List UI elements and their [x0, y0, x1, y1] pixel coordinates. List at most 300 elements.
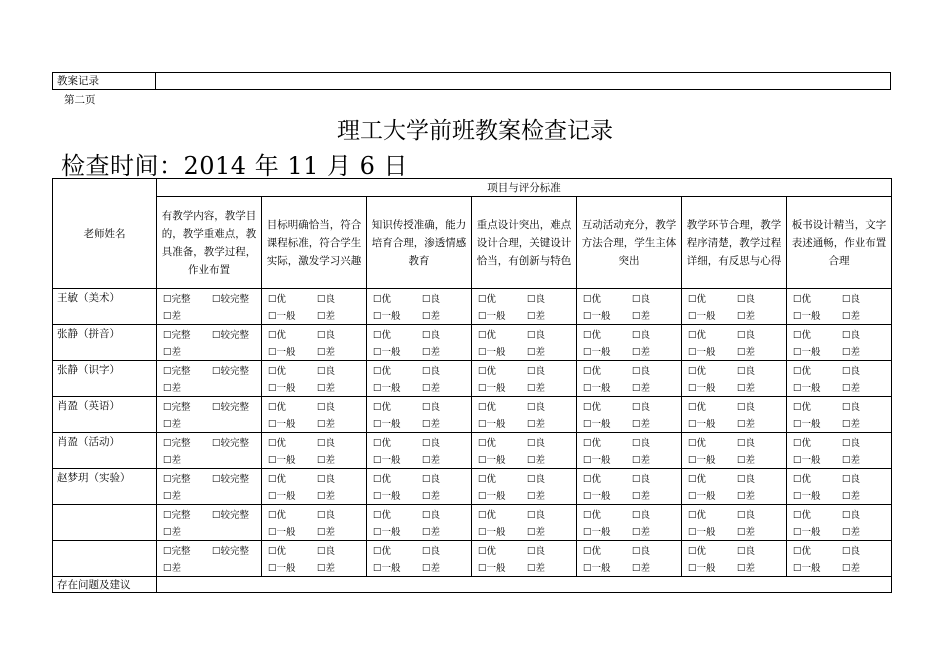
checkbox-good[interactable]: ☐良 — [422, 438, 441, 449]
checkbox-poor[interactable]: ☐差 — [842, 311, 861, 322]
completeness-cell — [157, 505, 262, 541]
checkbox-excellent[interactable]: ☐优 — [268, 402, 287, 413]
rating-cell — [682, 289, 787, 325]
checkbox-good[interactable]: ☐良 — [317, 546, 336, 557]
checkbox-excellent[interactable]: ☐优 — [793, 546, 812, 557]
checkbox-excellent[interactable]: ☐优 — [478, 510, 497, 521]
checkbox-good[interactable]: ☐良 — [632, 438, 651, 449]
checkbox-poor[interactable]: ☐差 — [842, 383, 861, 394]
checkbox-good[interactable]: ☐良 — [527, 474, 546, 485]
table-row — [53, 505, 892, 541]
checkbox-good[interactable]: ☐良 — [737, 330, 756, 341]
checkbox-poor[interactable]: ☐差 — [842, 347, 861, 358]
checkbox-poor[interactable]: ☐差 — [842, 455, 861, 466]
checkbox-excellent[interactable]: ☐优 — [478, 438, 497, 449]
teacher-name-header: 老师姓名 — [53, 179, 157, 289]
checkbox-good[interactable]: ☐良 — [632, 546, 651, 557]
checkbox-poor[interactable]: ☐差 — [737, 347, 756, 358]
rating-cell — [577, 433, 682, 469]
checkbox-poor[interactable]: ☐差 — [317, 419, 336, 430]
rating-cell — [472, 541, 577, 577]
rating-cell — [367, 289, 472, 325]
checkbox-poor[interactable]: ☐差 — [422, 455, 441, 466]
checkbox-fairly-complete[interactable]: ☐较完整 — [212, 510, 250, 521]
page-label: 第二页 — [64, 94, 96, 106]
teacher-name: 王敏（美术） — [53, 289, 157, 325]
checkbox-average[interactable]: ☐一般 — [373, 383, 401, 394]
rating-cell — [787, 361, 892, 397]
checkbox-good[interactable]: ☐良 — [317, 330, 336, 341]
checkbox-complete[interactable]: ☐完整 — [163, 402, 191, 413]
checkbox-poor[interactable]: ☐差 — [842, 419, 861, 430]
checkbox-excellent[interactable]: ☐优 — [793, 474, 812, 485]
checkbox-good[interactable]: ☐良 — [632, 474, 651, 485]
checkbox-poor[interactable]: ☐差 — [422, 419, 441, 430]
checkbox-excellent[interactable]: ☐优 — [478, 546, 497, 557]
checkbox-poor[interactable]: ☐差 — [422, 563, 441, 574]
rating-cell — [472, 289, 577, 325]
table-row — [53, 397, 892, 433]
checkbox-excellent[interactable]: ☐优 — [583, 294, 602, 305]
checkbox-average[interactable]: ☐一般 — [478, 419, 506, 430]
checkbox-average[interactable]: ☐一般 — [268, 455, 296, 466]
checkbox-good[interactable]: ☐良 — [737, 294, 756, 305]
checkbox-poor[interactable]: ☐差 — [527, 563, 546, 574]
rating-cell — [787, 397, 892, 433]
checkbox-average[interactable]: ☐一般 — [268, 563, 296, 574]
checkbox-good[interactable]: ☐良 — [632, 330, 651, 341]
checkbox-average[interactable]: ☐一般 — [373, 527, 401, 538]
checkbox-good[interactable]: ☐良 — [842, 546, 861, 557]
checkbox-fairly-complete[interactable]: ☐较完整 — [212, 366, 250, 377]
rating-cell — [682, 361, 787, 397]
checkbox-poor[interactable]: ☐差 — [842, 491, 861, 502]
checkbox-poor[interactable]: ☐差 — [317, 455, 336, 466]
checkbox-good[interactable]: ☐良 — [422, 546, 441, 557]
checkbox-excellent[interactable]: ☐优 — [478, 330, 497, 341]
checkbox-poor[interactable]: ☐差 — [422, 527, 441, 538]
criteria-group-header: 项目与评分标准 — [157, 179, 892, 197]
checkbox-excellent[interactable]: ☐优 — [688, 402, 707, 413]
checkbox-good[interactable]: ☐良 — [422, 474, 441, 485]
checkbox-fairly-complete[interactable]: ☐较完整 — [212, 546, 250, 557]
checkbox-average[interactable]: ☐一般 — [373, 491, 401, 502]
checkbox-good[interactable]: ☐良 — [317, 474, 336, 485]
rating-cell — [262, 361, 367, 397]
checkbox-average[interactable]: ☐一般 — [268, 419, 296, 430]
rating-cell — [262, 433, 367, 469]
teacher-name: 张静（识字） — [53, 361, 157, 397]
checkbox-good[interactable]: ☐良 — [317, 294, 336, 305]
checkbox-excellent[interactable]: ☐优 — [373, 438, 392, 449]
checkbox-excellent[interactable]: ☐优 — [268, 366, 287, 377]
checkbox-excellent[interactable]: ☐优 — [373, 474, 392, 485]
checkbox-excellent[interactable]: ☐优 — [373, 330, 392, 341]
teacher-name: 肖盈（英语） — [53, 397, 157, 433]
checkbox-poor[interactable]: ☐差 — [527, 383, 546, 394]
checkbox-poor[interactable]: ☐差 — [163, 563, 182, 574]
checkbox-fairly-complete[interactable]: ☐较完整 — [212, 438, 250, 449]
completeness-cell — [157, 397, 262, 433]
checkbox-poor[interactable]: ☐差 — [737, 311, 756, 322]
checkbox-average[interactable]: ☐一般 — [478, 383, 506, 394]
checkbox-poor[interactable]: ☐差 — [632, 455, 651, 466]
checkbox-poor[interactable]: ☐差 — [737, 419, 756, 430]
checkbox-average[interactable]: ☐一般 — [478, 311, 506, 322]
checkbox-excellent[interactable]: ☐优 — [688, 474, 707, 485]
checkbox-excellent[interactable]: ☐优 — [793, 510, 812, 521]
checkbox-excellent[interactable]: ☐优 — [583, 402, 602, 413]
checkbox-average[interactable]: ☐一般 — [268, 383, 296, 394]
checkbox-excellent[interactable]: ☐优 — [373, 294, 392, 305]
checkbox-good[interactable]: ☐良 — [527, 330, 546, 341]
checkbox-average[interactable]: ☐一般 — [688, 419, 716, 430]
checkbox-excellent[interactable]: ☐优 — [373, 510, 392, 521]
rating-cell — [682, 325, 787, 361]
teacher-name — [53, 505, 157, 541]
checkbox-average[interactable]: ☐一般 — [793, 491, 821, 502]
checkbox-poor[interactable]: ☐差 — [317, 311, 336, 322]
checkbox-average[interactable]: ☐一般 — [478, 527, 506, 538]
checkbox-poor[interactable]: ☐差 — [527, 455, 546, 466]
checkbox-poor[interactable]: ☐差 — [737, 383, 756, 394]
checkbox-poor[interactable]: ☐差 — [527, 347, 546, 358]
checkbox-poor[interactable]: ☐差 — [842, 527, 861, 538]
checkbox-fairly-complete[interactable]: ☐较完整 — [212, 330, 250, 341]
checkbox-excellent[interactable]: ☐优 — [268, 510, 287, 521]
checkbox-average[interactable]: ☐一般 — [373, 419, 401, 430]
checkbox-good[interactable]: ☐良 — [842, 402, 861, 413]
rating-cell — [262, 505, 367, 541]
checkbox-good[interactable]: ☐良 — [737, 438, 756, 449]
checkbox-poor[interactable]: ☐差 — [632, 563, 651, 574]
checkbox-average[interactable]: ☐一般 — [268, 527, 296, 538]
checkbox-good[interactable]: ☐良 — [422, 510, 441, 521]
checkbox-average[interactable]: ☐一般 — [793, 383, 821, 394]
criterion-header-5: 互动活动充分，教学方法合理，学生主体突出 — [577, 197, 682, 289]
checkbox-average[interactable]: ☐一般 — [478, 455, 506, 466]
checkbox-poor[interactable]: ☐差 — [632, 491, 651, 502]
checkbox-average[interactable]: ☐一般 — [268, 491, 296, 502]
checkbox-complete[interactable]: ☐完整 — [163, 546, 191, 557]
checkbox-good[interactable]: ☐良 — [737, 366, 756, 377]
checkbox-excellent[interactable]: ☐优 — [583, 474, 602, 485]
checkbox-poor[interactable]: ☐差 — [842, 563, 861, 574]
checkbox-poor[interactable]: ☐差 — [317, 383, 336, 394]
table-row — [53, 469, 892, 505]
checkbox-good[interactable]: ☐良 — [317, 438, 336, 449]
checkbox-poor[interactable]: ☐差 — [317, 491, 336, 502]
checkbox-poor[interactable]: ☐差 — [163, 383, 182, 394]
checkbox-average[interactable]: ☐一般 — [793, 347, 821, 358]
checkbox-average[interactable]: ☐一般 — [793, 419, 821, 430]
checkbox-poor[interactable]: ☐差 — [737, 491, 756, 502]
checkbox-average[interactable]: ☐一般 — [583, 383, 611, 394]
rating-cell — [472, 397, 577, 433]
rating-cell — [787, 505, 892, 541]
issues-label: 存在问题及建议 — [53, 577, 157, 593]
checkbox-excellent[interactable]: ☐优 — [583, 438, 602, 449]
checkbox-average[interactable]: ☐一般 — [373, 347, 401, 358]
checkbox-good[interactable]: ☐良 — [527, 510, 546, 521]
checkbox-average[interactable]: ☐一般 — [583, 311, 611, 322]
checkbox-excellent[interactable]: ☐优 — [268, 474, 287, 485]
checkbox-fairly-complete[interactable]: ☐较完整 — [212, 294, 250, 305]
checkbox-good[interactable]: ☐良 — [737, 402, 756, 413]
checkbox-good[interactable]: ☐良 — [527, 438, 546, 449]
checkbox-average[interactable]: ☐一般 — [793, 455, 821, 466]
checkbox-excellent[interactable]: ☐优 — [688, 294, 707, 305]
checkbox-excellent[interactable]: ☐优 — [268, 438, 287, 449]
checkbox-poor[interactable]: ☐差 — [527, 419, 546, 430]
checkbox-average[interactable]: ☐一般 — [478, 491, 506, 502]
checkbox-complete[interactable]: ☐完整 — [163, 438, 191, 449]
checkbox-complete[interactable]: ☐完整 — [163, 294, 191, 305]
checkbox-poor[interactable]: ☐差 — [163, 311, 182, 322]
checkbox-average[interactable]: ☐一般 — [583, 527, 611, 538]
checkbox-average[interactable]: ☐一般 — [793, 311, 821, 322]
rating-cell — [367, 361, 472, 397]
rating-cell — [577, 397, 682, 433]
checkbox-good[interactable]: ☐良 — [842, 330, 861, 341]
checkbox-average[interactable]: ☐一般 — [688, 491, 716, 502]
rating-cell — [367, 541, 472, 577]
criterion-header-2: 目标明确恰当，符合课程标准，符合学生实际，激发学习兴趣 — [262, 197, 367, 289]
checkbox-good[interactable]: ☐良 — [842, 366, 861, 377]
checkbox-excellent[interactable]: ☐优 — [688, 510, 707, 521]
rating-cell — [577, 289, 682, 325]
completeness-cell — [157, 541, 262, 577]
checkbox-good[interactable]: ☐良 — [317, 366, 336, 377]
checkbox-good[interactable]: ☐良 — [317, 402, 336, 413]
checkbox-good[interactable]: ☐良 — [422, 294, 441, 305]
rating-cell — [682, 397, 787, 433]
checkbox-complete[interactable]: ☐完整 — [163, 366, 191, 377]
checkbox-good[interactable]: ☐良 — [527, 402, 546, 413]
criterion-header-4: 重点设计突出，难点设计合理，关键设计恰当，有创新与特色 — [472, 197, 577, 289]
checkbox-average[interactable]: ☐一般 — [688, 311, 716, 322]
rating-cell — [577, 541, 682, 577]
rating-cell — [262, 325, 367, 361]
rating-cell — [262, 541, 367, 577]
checkbox-poor[interactable]: ☐差 — [527, 491, 546, 502]
checkbox-average[interactable]: ☐一般 — [268, 311, 296, 322]
checkbox-excellent[interactable]: ☐优 — [478, 402, 497, 413]
teacher-name — [53, 541, 157, 577]
checkbox-excellent[interactable]: ☐优 — [373, 366, 392, 377]
checkbox-average[interactable]: ☐一般 — [478, 347, 506, 358]
checkbox-poor[interactable]: ☐差 — [163, 455, 182, 466]
rating-cell — [577, 505, 682, 541]
checkbox-poor[interactable]: ☐差 — [422, 347, 441, 358]
checkbox-average[interactable]: ☐一般 — [478, 563, 506, 574]
checkbox-average[interactable]: ☐一般 — [583, 563, 611, 574]
checkbox-excellent[interactable]: ☐优 — [583, 366, 602, 377]
rating-cell — [367, 325, 472, 361]
completeness-cell — [157, 361, 262, 397]
rating-cell — [367, 505, 472, 541]
checkbox-poor[interactable]: ☐差 — [163, 491, 182, 502]
checkbox-good[interactable]: ☐良 — [842, 510, 861, 521]
checkbox-excellent[interactable]: ☐优 — [373, 402, 392, 413]
checkbox-poor[interactable]: ☐差 — [317, 347, 336, 358]
rating-cell — [577, 469, 682, 505]
checkbox-average[interactable]: ☐一般 — [583, 491, 611, 502]
rating-cell — [472, 505, 577, 541]
criterion-header-3: 知识传授准确，能力培育合理，渗透情感教育 — [367, 197, 472, 289]
checkbox-good[interactable]: ☐良 — [527, 294, 546, 305]
checkbox-good[interactable]: ☐良 — [737, 546, 756, 557]
checkbox-poor[interactable]: ☐差 — [422, 383, 441, 394]
checkbox-excellent[interactable]: ☐优 — [478, 474, 497, 485]
checkbox-poor[interactable]: ☐差 — [632, 419, 651, 430]
checkbox-excellent[interactable]: ☐优 — [268, 294, 287, 305]
checkbox-good[interactable]: ☐良 — [422, 402, 441, 413]
rating-cell — [787, 541, 892, 577]
checkbox-complete[interactable]: ☐完整 — [163, 330, 191, 341]
rating-cell — [262, 397, 367, 433]
checkbox-average[interactable]: ☐一般 — [688, 347, 716, 358]
rating-cell — [787, 289, 892, 325]
table-row — [53, 361, 892, 397]
rating-cell — [787, 325, 892, 361]
rating-cell — [472, 433, 577, 469]
checkbox-poor[interactable]: ☐差 — [422, 491, 441, 502]
checkbox-complete[interactable]: ☐完整 — [163, 510, 191, 521]
rating-cell — [472, 469, 577, 505]
checkbox-good[interactable]: ☐良 — [317, 510, 336, 521]
document-title: 理工大学前班教案检查记录 — [337, 118, 613, 144]
checkbox-poor[interactable]: ☐差 — [422, 311, 441, 322]
inspection-table — [52, 178, 892, 593]
checkbox-average[interactable]: ☐一般 — [583, 347, 611, 358]
checkbox-poor[interactable]: ☐差 — [632, 383, 651, 394]
table-row — [53, 433, 892, 469]
checkbox-excellent[interactable]: ☐优 — [268, 546, 287, 557]
checkbox-poor[interactable]: ☐差 — [163, 527, 182, 538]
teacher-name: 赵梦玥（实验） — [53, 469, 157, 505]
criterion-header-7: 板书设计精当，文字表述通畅，作业布置合理 — [787, 197, 892, 289]
checkbox-poor[interactable]: ☐差 — [632, 311, 651, 322]
checkbox-poor[interactable]: ☐差 — [737, 455, 756, 466]
checkbox-good[interactable]: ☐良 — [737, 474, 756, 485]
checkbox-excellent[interactable]: ☐优 — [793, 402, 812, 413]
checkbox-poor[interactable]: ☐差 — [632, 527, 651, 538]
checkbox-average[interactable]: ☐一般 — [583, 419, 611, 430]
checkbox-average[interactable]: ☐一般 — [268, 347, 296, 358]
checkbox-good[interactable]: ☐良 — [422, 330, 441, 341]
completeness-cell — [157, 289, 262, 325]
issues-row — [53, 577, 892, 593]
checkbox-good[interactable]: ☐良 — [842, 474, 861, 485]
checkbox-average[interactable]: ☐一般 — [688, 527, 716, 538]
checkbox-excellent[interactable]: ☐优 — [373, 546, 392, 557]
record-label: 教案记录 — [53, 73, 156, 89]
checkbox-excellent[interactable]: ☐优 — [793, 330, 812, 341]
checkbox-poor[interactable]: ☐差 — [317, 563, 336, 574]
table-row — [53, 541, 892, 577]
checkbox-average[interactable]: ☐一般 — [583, 455, 611, 466]
checkbox-poor[interactable]: ☐差 — [737, 527, 756, 538]
checkbox-good[interactable]: ☐良 — [422, 366, 441, 377]
checkbox-average[interactable]: ☐一般 — [373, 455, 401, 466]
rating-cell — [787, 433, 892, 469]
teacher-name: 肖盈（活动） — [53, 433, 157, 469]
checkbox-good[interactable]: ☐良 — [632, 294, 651, 305]
rating-cell — [577, 325, 682, 361]
checkbox-good[interactable]: ☐良 — [842, 438, 861, 449]
checkbox-excellent[interactable]: ☐优 — [793, 294, 812, 305]
checkbox-poor[interactable]: ☐差 — [527, 311, 546, 322]
checkbox-excellent[interactable]: ☐优 — [688, 546, 707, 557]
checkbox-good[interactable]: ☐良 — [527, 546, 546, 557]
table-row — [53, 325, 892, 361]
issues-field[interactable] — [157, 577, 892, 593]
rating-cell — [787, 469, 892, 505]
checkbox-good[interactable]: ☐良 — [632, 402, 651, 413]
checkbox-excellent[interactable]: ☐优 — [583, 546, 602, 557]
checkbox-average[interactable]: ☐一般 — [688, 563, 716, 574]
record-header-table — [52, 72, 891, 90]
checkbox-excellent[interactable]: ☐优 — [688, 330, 707, 341]
inspection-date: 检查时间：2014 年 11 月 6 日 — [61, 152, 409, 180]
checkbox-excellent[interactable]: ☐优 — [478, 366, 497, 377]
checkbox-good[interactable]: ☐良 — [527, 366, 546, 377]
checkbox-average[interactable]: ☐一般 — [688, 455, 716, 466]
checkbox-excellent[interactable]: ☐优 — [688, 366, 707, 377]
checkbox-excellent[interactable]: ☐优 — [583, 510, 602, 521]
checkbox-excellent[interactable]: ☐优 — [583, 330, 602, 341]
checkbox-good[interactable]: ☐良 — [632, 510, 651, 521]
teacher-name: 张静（拼音） — [53, 325, 157, 361]
rating-cell — [682, 505, 787, 541]
rating-cell — [682, 541, 787, 577]
checkbox-poor[interactable]: ☐差 — [737, 563, 756, 574]
checkbox-average[interactable]: ☐一般 — [793, 563, 821, 574]
checkbox-excellent[interactable]: ☐优 — [268, 330, 287, 341]
checkbox-fairly-complete[interactable]: ☐较完整 — [212, 402, 250, 413]
checkbox-poor[interactable]: ☐差 — [527, 527, 546, 538]
checkbox-excellent[interactable]: ☐优 — [793, 366, 812, 377]
checkbox-poor[interactable]: ☐差 — [163, 419, 182, 430]
checkbox-poor[interactable]: ☐差 — [163, 347, 182, 358]
checkbox-complete[interactable]: ☐完整 — [163, 474, 191, 485]
rating-cell — [367, 469, 472, 505]
checkbox-average[interactable]: ☐一般 — [793, 527, 821, 538]
completeness-cell — [157, 325, 262, 361]
rating-cell — [682, 469, 787, 505]
rating-cell — [262, 469, 367, 505]
checkbox-good[interactable]: ☐良 — [632, 366, 651, 377]
checkbox-excellent[interactable]: ☐优 — [688, 438, 707, 449]
checkbox-good[interactable]: ☐良 — [842, 294, 861, 305]
checkbox-excellent[interactable]: ☐优 — [478, 294, 497, 305]
checkbox-poor[interactable]: ☐差 — [317, 527, 336, 538]
checkbox-excellent[interactable]: ☐优 — [793, 438, 812, 449]
table-row — [53, 289, 892, 325]
checkbox-average[interactable]: ☐一般 — [373, 563, 401, 574]
rating-cell — [367, 397, 472, 433]
completeness-cell — [157, 433, 262, 469]
rating-cell — [472, 361, 577, 397]
checkbox-good[interactable]: ☐良 — [737, 510, 756, 521]
checkbox-fairly-complete[interactable]: ☐较完整 — [212, 474, 250, 485]
checkbox-average[interactable]: ☐一般 — [373, 311, 401, 322]
checkbox-average[interactable]: ☐一般 — [688, 383, 716, 394]
checkbox-poor[interactable]: ☐差 — [632, 347, 651, 358]
rating-cell — [367, 433, 472, 469]
criterion-header-6: 教学环节合理，教学程序清楚，教学过程详细，有反思与心得 — [682, 197, 787, 289]
